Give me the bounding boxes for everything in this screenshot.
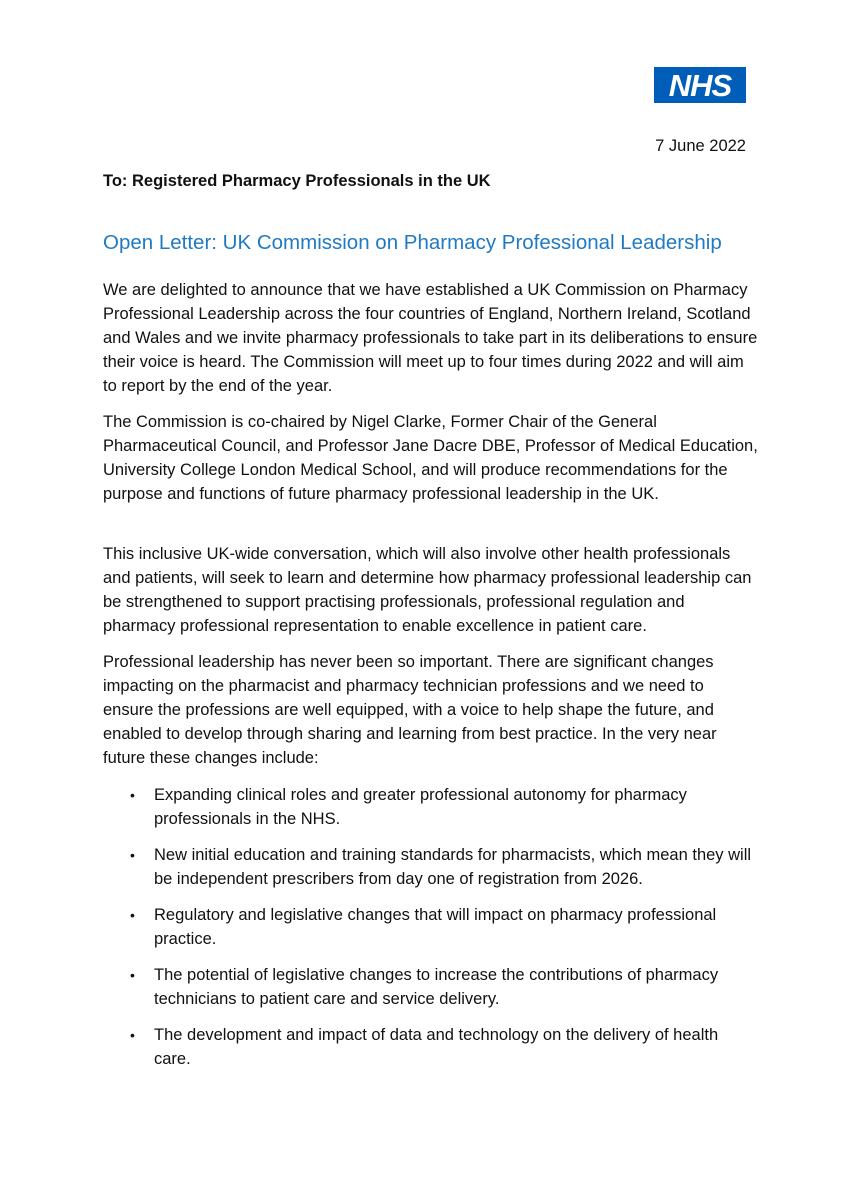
list-item-text: Regulatory and legislative changes that will impact on pharmacy professional practice. — [154, 906, 717, 948]
changes-list — [103, 783, 758, 1071]
bullet-icon: • — [130, 907, 135, 923]
bullet-icon: • — [130, 787, 135, 803]
body-paragraph: Professional leadership has never been so important. There are significant changes impacting on the pharmacist and pharmacy technician professions and we need to ensure the professions are well equipped, with a voice to help shape the future, and enabled to develop through sharing and learning from best practice. In the very near future these changes include: — [103, 653, 717, 767]
list-item — [103, 903, 758, 951]
nhs-logo — [654, 67, 746, 103]
body-paragraph: We are delighted to announce that we have established a UK Commission on Pharmacy Professional Leadership across the four countries of England, Northern Ireland, Scotland and Wales and we invite pharmacy professionals to take part in its deliberations to ensure their voice is heard. The Commission will meet up to four times during 2022 and will aim to report by the end of the year. — [103, 281, 758, 395]
letter-title: Open Letter: UK Commission on Pharmacy Professional Leadership — [103, 231, 722, 254]
list-item-text: New initial education and training standards for pharmacists, which mean they will be independent prescribers from day one of registration from 2026. — [154, 846, 752, 888]
list-item-text: The potential of legislative changes to increase the contributions of pharmacy technicians to patient care and service delivery. — [154, 966, 719, 1008]
list-item — [103, 843, 758, 891]
recipient-line: To: Registered Pharmacy Professionals in the UK — [103, 172, 491, 190]
list-item-text: Expanding clinical roles and greater professional autonomy for pharmacy professionals in the NHS. — [154, 786, 687, 828]
body-paragraph: This inclusive UK-wide conversation, which will also involve other health professionals and patients, will seek to learn and determine how pharmacy professional leadership can be strengthened to support practising professionals, professional regulation and pharmacy professional representation to enable excellence in patient care. — [103, 545, 752, 635]
bullet-icon: • — [130, 967, 135, 983]
list-item — [103, 1023, 758, 1071]
body-paragraph: The Commission is co-chaired by Nigel Clarke, Former Chair of the General Pharmaceutical Council, and Professor Jane Dacre DBE, Professor of Medical Education, University College London Medical School, and will produce recommendations for the purpose and functions of future pharmacy professional leadership in the UK. — [103, 413, 758, 503]
list-item — [103, 783, 758, 831]
list-item — [103, 963, 758, 1011]
bullet-icon: • — [130, 1027, 135, 1043]
nhs-logo-text: NHS — [668, 67, 732, 103]
letter-body — [103, 278, 758, 1083]
letter-date: 7 June 2022 — [655, 137, 746, 155]
list-item-text: The development and impact of data and technology on the delivery of health care. — [154, 1026, 719, 1068]
bullet-icon: • — [130, 847, 135, 863]
